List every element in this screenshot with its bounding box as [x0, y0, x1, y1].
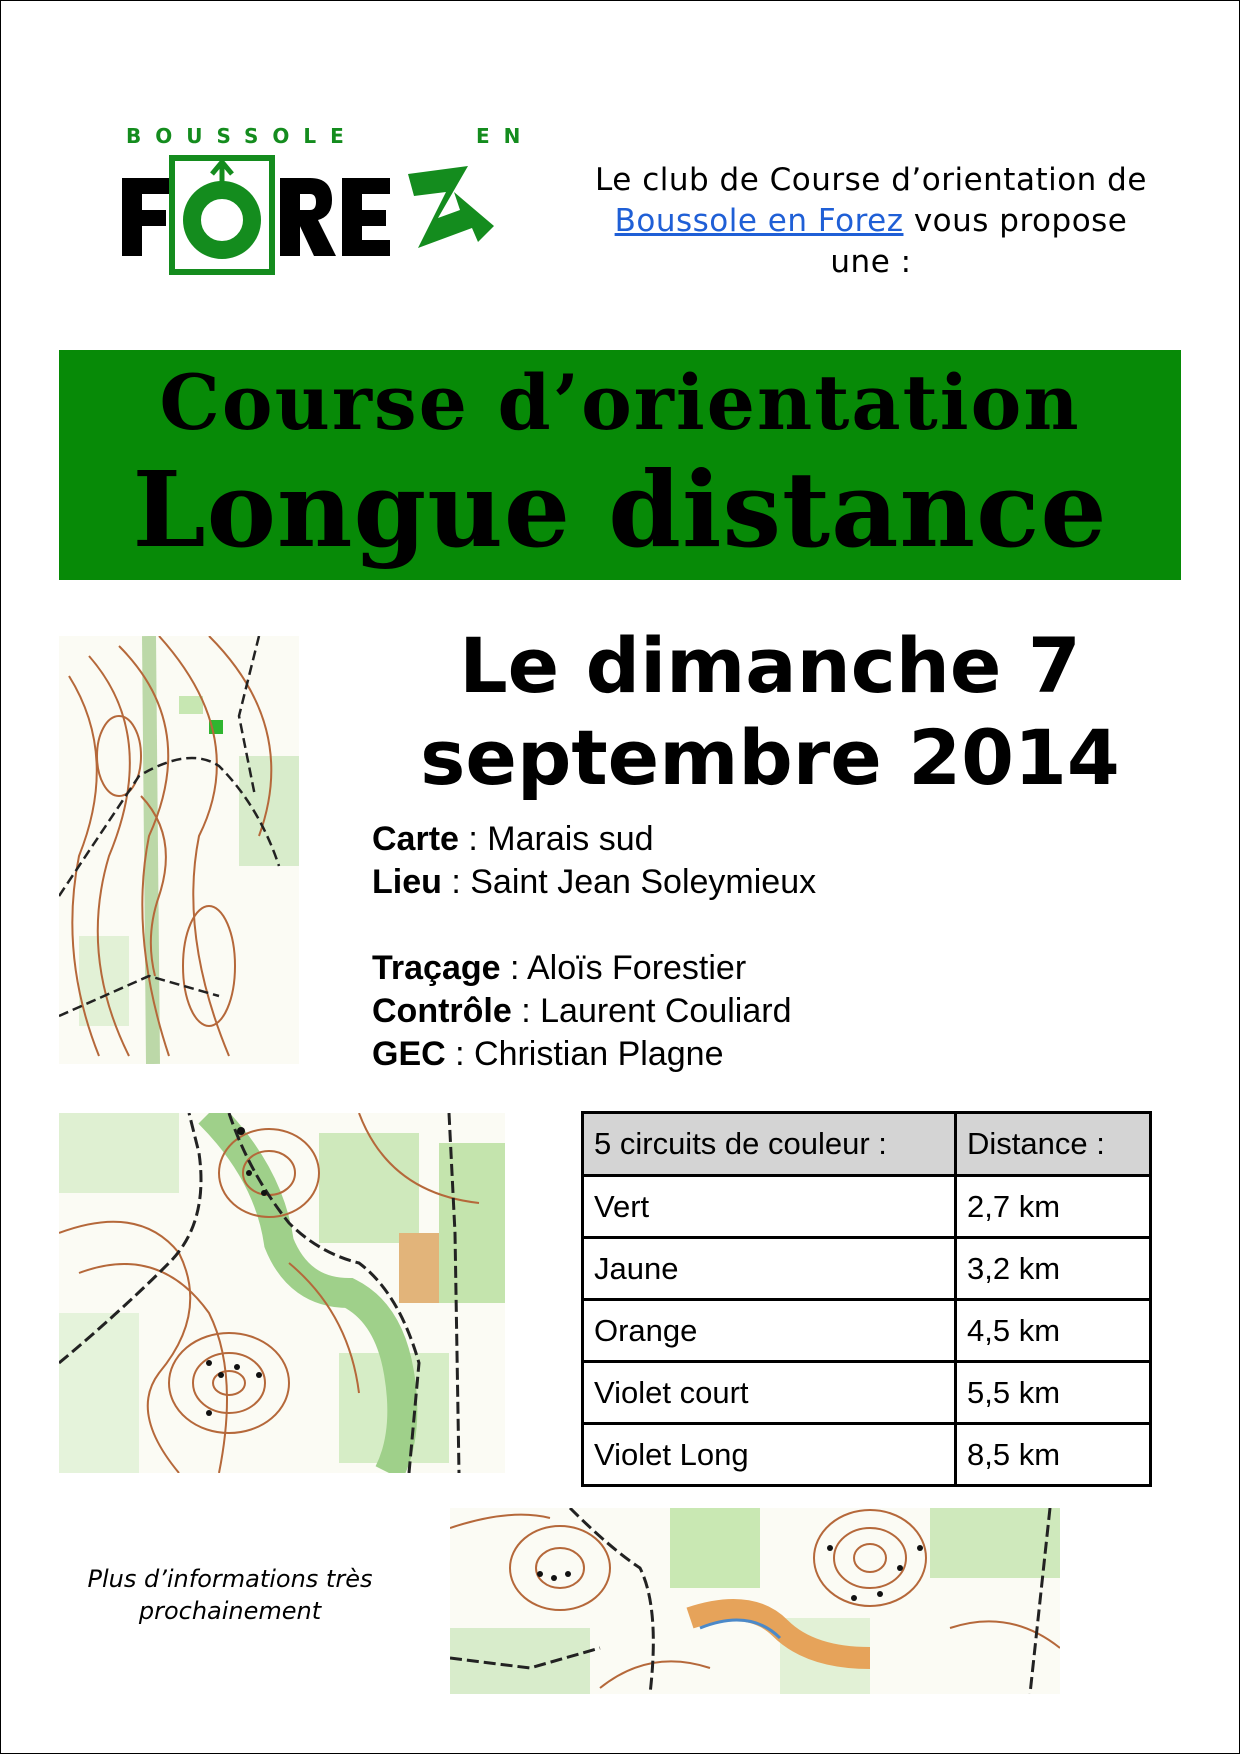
circuit-distance: 3,2 km — [956, 1238, 1151, 1300]
club-link[interactable]: Boussole en Forez — [614, 203, 904, 239]
event-date — [380, 620, 1160, 804]
circuit-name: Jaune — [583, 1238, 956, 1300]
circuit-distance: 4,5 km — [956, 1300, 1151, 1362]
table-header-row — [583, 1113, 1151, 1176]
logo-top-en-text: EN — [476, 124, 535, 148]
intro-line-1: Le club de Course d’orientation de — [595, 162, 1147, 198]
table-row — [583, 1424, 1151, 1486]
note-line-2: prochainement — [138, 1597, 322, 1625]
circuit-distance: 2,7 km — [956, 1176, 1151, 1238]
table-header-circuits: 5 circuits de couleur : — [583, 1113, 956, 1176]
detail-label: Carte — [372, 820, 459, 858]
title-banner — [59, 350, 1181, 580]
table-row — [583, 1300, 1151, 1362]
circuit-name: Vert — [583, 1176, 956, 1238]
detail-gec — [372, 1033, 816, 1076]
detail-label: Traçage — [372, 949, 501, 987]
orienteering-map-image-1 — [59, 636, 299, 1064]
note-line-1: Plus d’informations très — [87, 1565, 373, 1593]
intro-line-2-rest: vous propose — [903, 203, 1128, 239]
date-line-2: septembre 2014 — [420, 713, 1120, 802]
more-info-note — [60, 1563, 400, 1627]
table-row — [583, 1176, 1151, 1238]
circuits-table — [581, 1111, 1152, 1487]
detail-label: Lieu — [372, 863, 442, 901]
circuit-name: Orange — [583, 1300, 956, 1362]
detail-value: : Marais sud — [458, 820, 654, 858]
circuit-distance: 8,5 km — [956, 1424, 1151, 1486]
logo-top-text: BOUSSOLE — [126, 124, 358, 148]
banner-title: Course d’orientation — [159, 358, 1081, 447]
detail-value: : Saint Jean Soleymieux — [441, 863, 817, 901]
circuit-distance: 5,5 km — [956, 1362, 1151, 1424]
detail-value: : Christian Plagne — [445, 1035, 724, 1073]
circuit-name: Violet Long — [583, 1424, 956, 1486]
detail-controle — [372, 990, 816, 1033]
table-row — [583, 1238, 1151, 1300]
club-logo — [118, 124, 535, 284]
detail-spacer — [372, 904, 816, 947]
detail-label: Contrôle — [372, 992, 512, 1030]
event-details — [372, 818, 816, 1076]
detail-value: : Aloïs Forestier — [500, 949, 747, 987]
banner-subtitle: Longue distance — [132, 448, 1108, 571]
intro-line-2 — [566, 201, 1176, 242]
table-header-distance: Distance : — [956, 1113, 1151, 1176]
date-line-1: Le dimanche 7 — [459, 621, 1081, 710]
detail-tracage — [372, 947, 816, 990]
detail-value: : Laurent Couliard — [511, 992, 792, 1030]
intro-line-3: une : — [830, 244, 912, 280]
orienteering-map-image-2 — [59, 1113, 505, 1473]
logo-wordmark — [118, 148, 528, 284]
table-row — [583, 1362, 1151, 1424]
orienteering-map-image-3 — [450, 1508, 1060, 1694]
detail-label: GEC — [372, 1035, 446, 1073]
circuit-name: Violet court — [583, 1362, 956, 1424]
detail-carte — [372, 818, 816, 861]
detail-lieu — [372, 861, 816, 904]
intro-text — [566, 160, 1176, 283]
